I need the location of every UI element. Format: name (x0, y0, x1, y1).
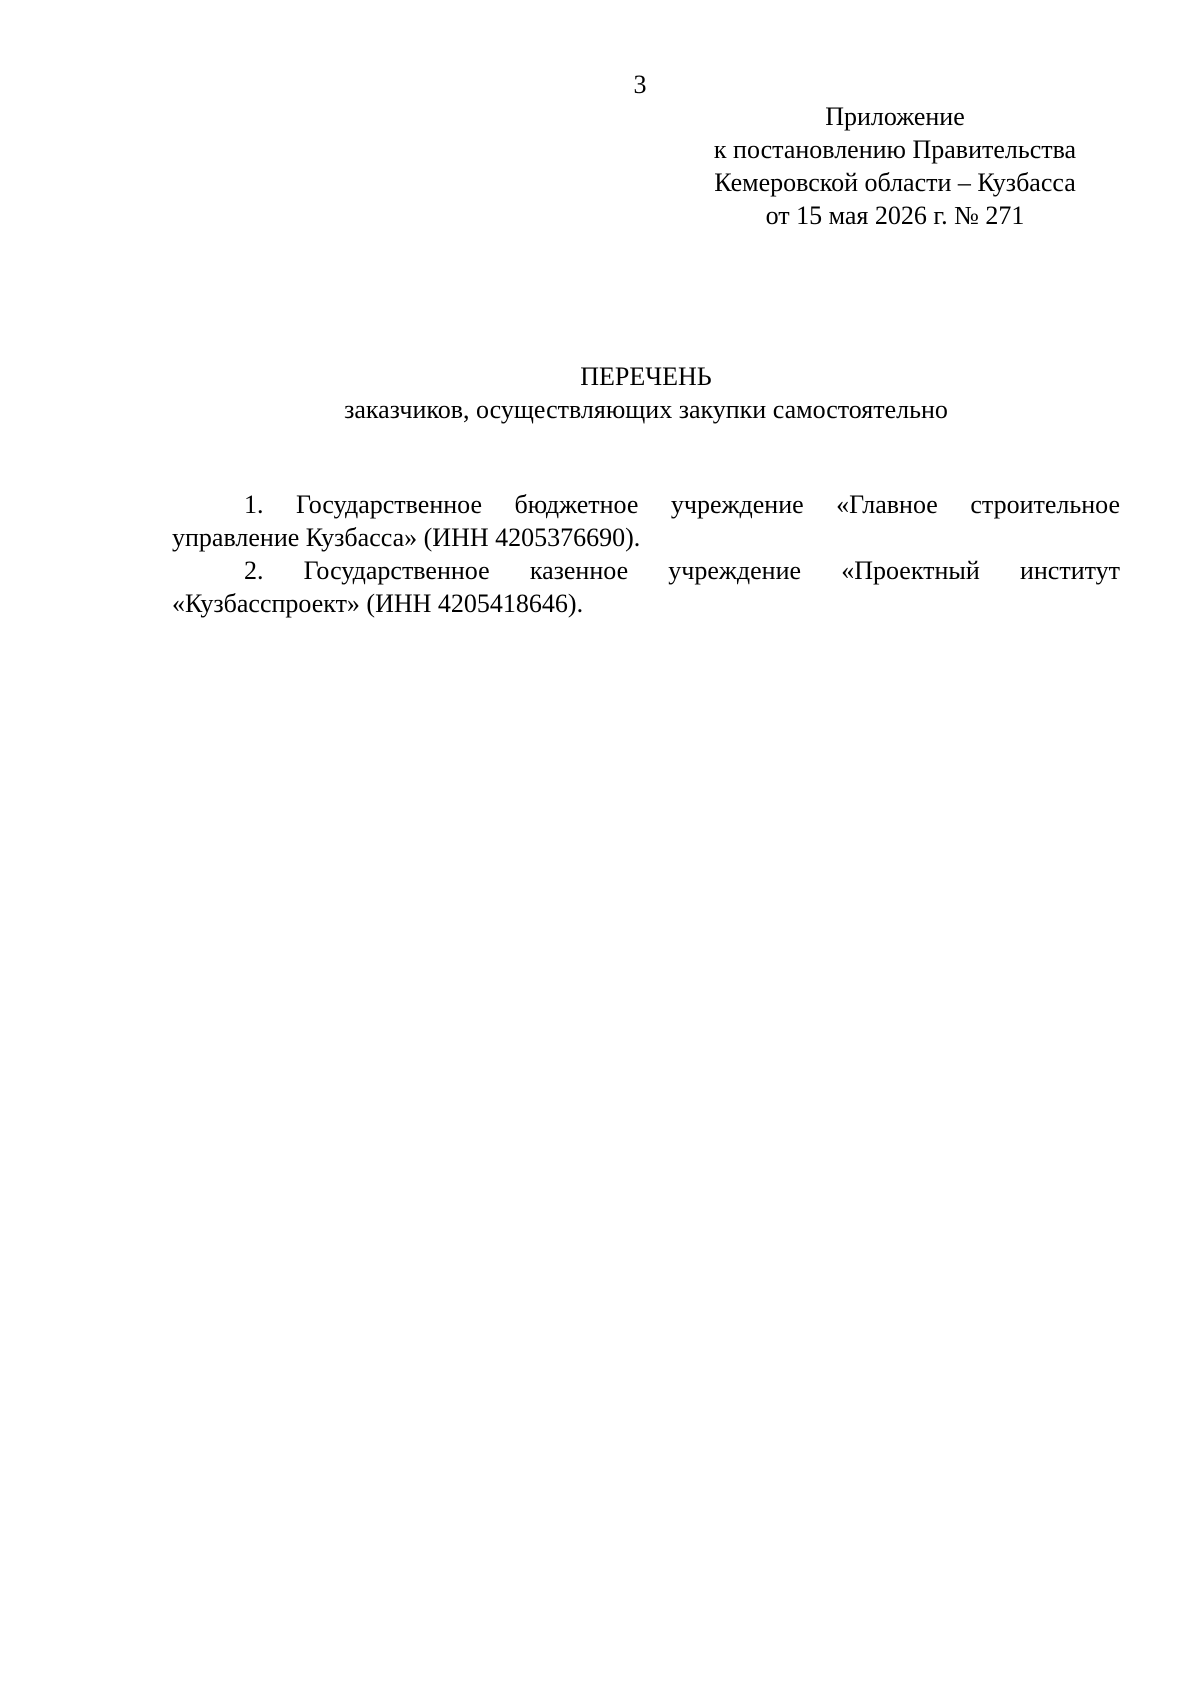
annex-line-region: Кемеровской области – Кузбасса (714, 168, 1076, 197)
list-item: 2. Государственное казенное учреждение «Проектный институт «Кузбасспроект» (ИНН 4205418646). (172, 556, 1120, 618)
page-number: 3 (633, 70, 647, 99)
document-heading (172, 360, 1120, 426)
annex-line-title: Приложение (825, 102, 965, 131)
annex-line-resolution: к постановлению Правительства (713, 135, 1077, 164)
annex-line-date: от 15 мая 2026 г. № 271 (765, 201, 1025, 230)
heading-title: ПЕРЕЧЕНЬ (580, 362, 712, 391)
customer-list (172, 488, 1120, 620)
list-item: 1. Государственное бюджетное учреждение «Главное строительное управление Кузбасса» (ИНН 4205376690). (172, 490, 1120, 552)
annex-block (665, 100, 1125, 232)
heading-subtitle: заказчиков, осуществляющих закупки самостоятельно (344, 395, 948, 424)
